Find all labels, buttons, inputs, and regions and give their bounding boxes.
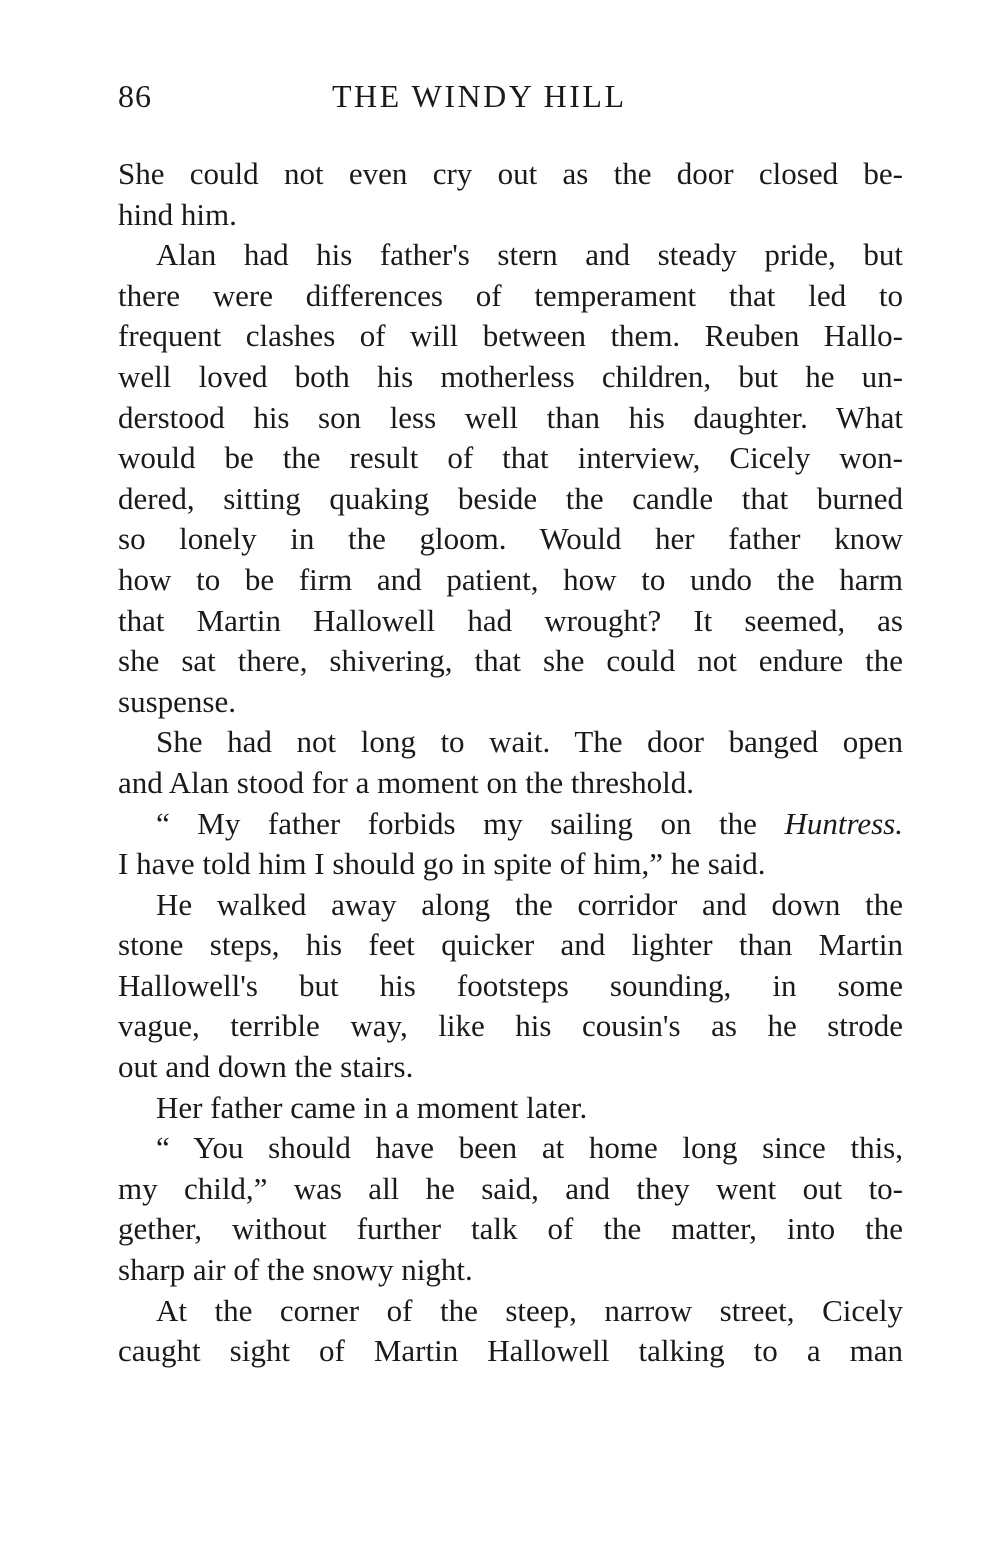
text-line: “ You should have been at home long since this, (156, 1130, 903, 1166)
text-line: Hallowell's but his footsteps sounding, in some (118, 967, 903, 1003)
text-line: I have told him I should go in spite of him,” he said. (118, 846, 766, 882)
text-line: dered, sitting quaking beside the candle that burned (118, 480, 903, 516)
text-line: my child,” was all he said, and they went out to- (118, 1170, 903, 1206)
text-line (118, 804, 903, 845)
text-line: sharp air of the snowy night. (118, 1252, 473, 1288)
text-line: She could not even cry out as the door closed be- (118, 156, 903, 191)
text-line: He walked away along the corridor and down the (156, 886, 903, 922)
text-line: stone steps, his feet quicker and lighter than Martin (118, 927, 903, 963)
text-line: there were differences of temperament that led to (118, 277, 903, 313)
ship-name-italic: Huntress. (784, 805, 903, 841)
text-line: She had not long to wait. The door banged open (156, 724, 903, 760)
page-number: 86 (118, 78, 152, 114)
text-line: Her father came in a moment later. (156, 1089, 588, 1125)
running-title: THE WINDY HILL (332, 78, 627, 114)
text-line: that Martin Hallowell had wrought? It seemed, as (118, 602, 903, 638)
text-line: suspense. (118, 683, 236, 719)
text-line: so lonely in the gloom. Would her father know (118, 521, 903, 557)
text-line: and Alan stood for a moment on the threshold. (118, 764, 694, 800)
text-line: derstood his son less well than his daughter. What (118, 399, 903, 435)
text-line: she sat there, shivering, that she could not endure the (118, 643, 903, 679)
text-line: how to be firm and patient, how to undo the harm (118, 561, 903, 597)
text-line: hind him. (118, 196, 237, 232)
text-line: At the corner of the steep, narrow street, Cicely (156, 1292, 903, 1328)
text-line: gether, without further talk of the matter, into the (118, 1211, 903, 1247)
text-line: out and down the stairs. (118, 1049, 414, 1085)
text-line: Alan had his father's stern and steady pride, but (156, 237, 903, 273)
text-line: caught sight of Martin Hallowell talking to a man (118, 1333, 903, 1369)
text-line: well loved both his motherless children, but he un- (118, 358, 903, 394)
body-text (118, 154, 903, 1372)
page-header (118, 78, 902, 122)
text-line: frequent clashes of will between them. Reuben Hallo- (118, 318, 903, 354)
text-line: would be the result of that interview, Cicely won- (118, 440, 903, 476)
text-segment: “ My father forbids my sailing on the (156, 805, 785, 841)
text-line: vague, terrible way, like his cousin's as he strode (118, 1008, 903, 1044)
